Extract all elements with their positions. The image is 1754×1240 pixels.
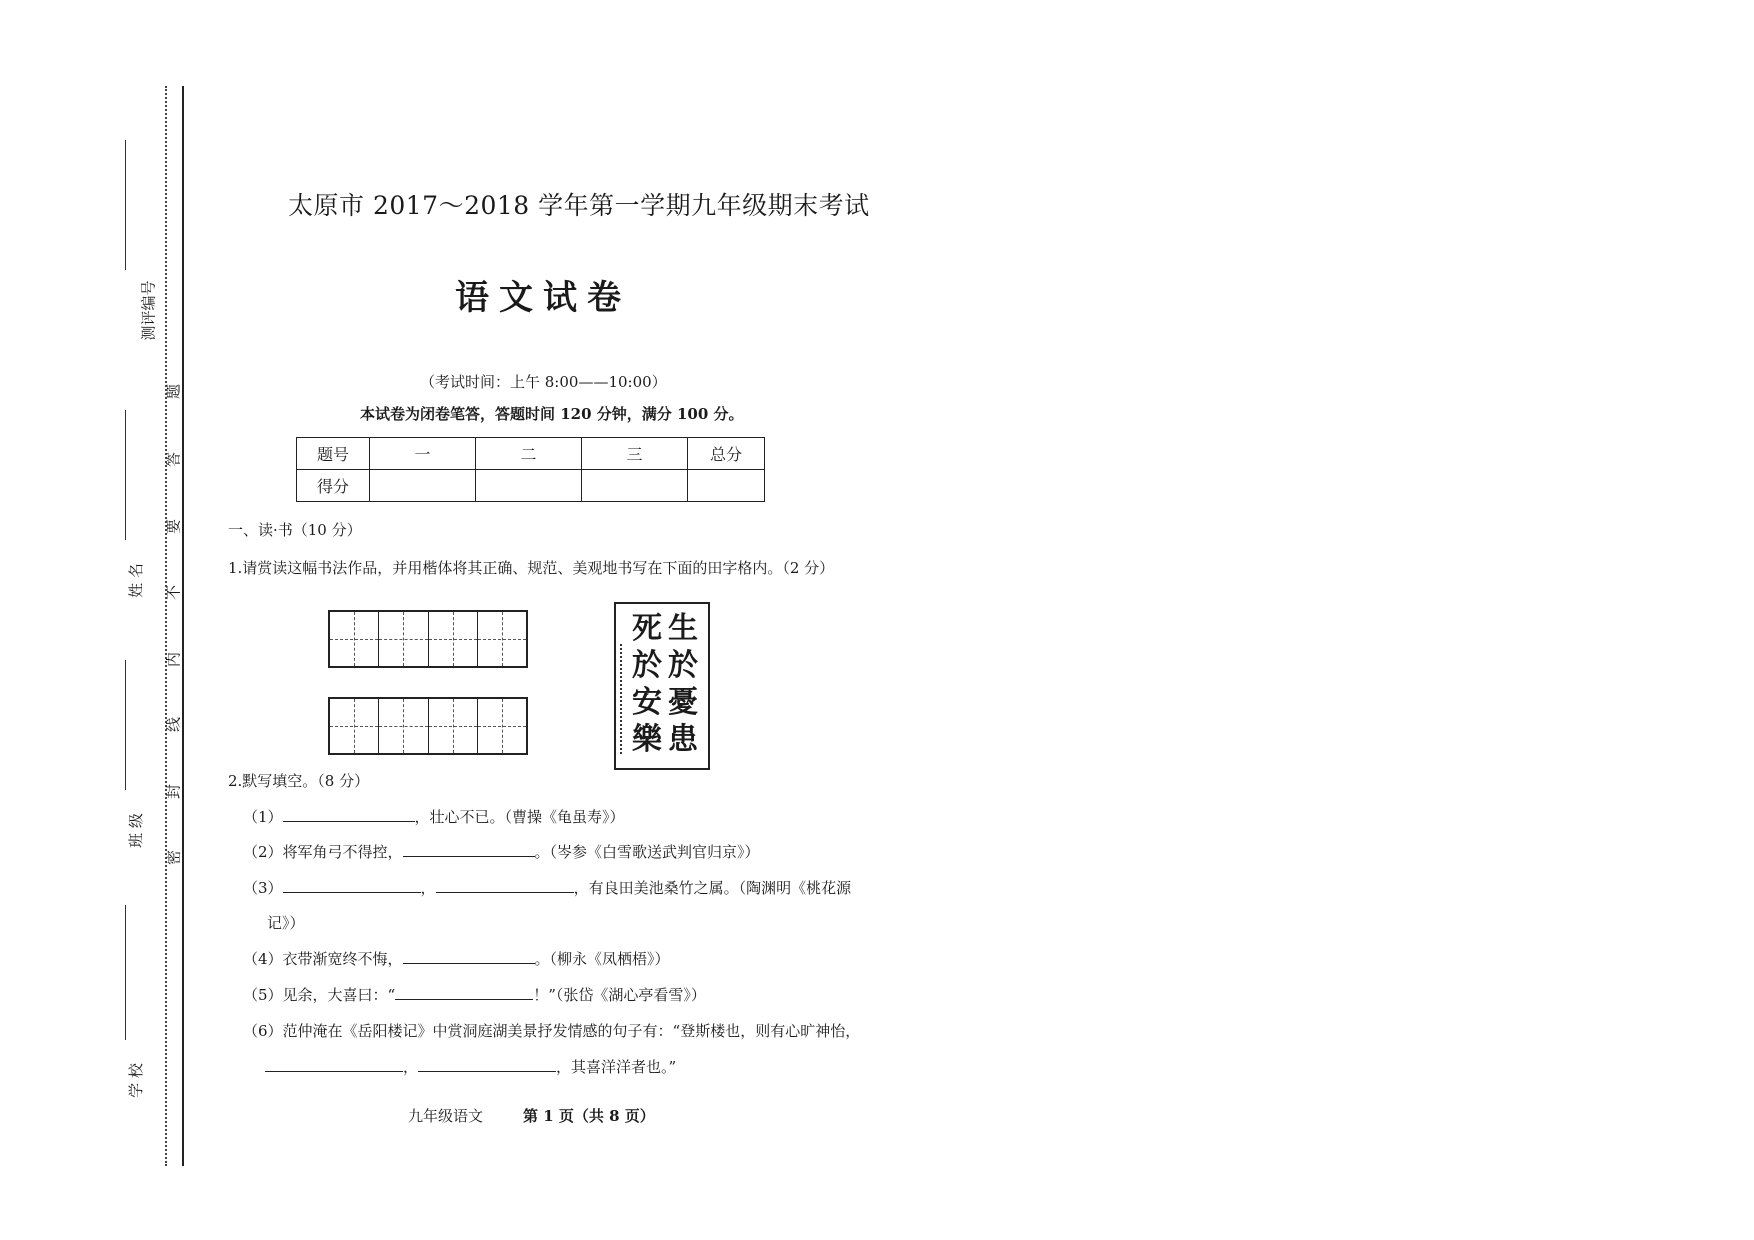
- item-text: 。（柳永《凤栖梧》）: [534, 950, 670, 968]
- item-text: ！”（张岱《湖心亭看雪》）: [533, 986, 706, 1004]
- calligraphy-char: 生: [668, 611, 698, 646]
- score-cell[interactable]: [582, 470, 688, 502]
- grid-cell[interactable]: [429, 612, 478, 666]
- class-field[interactable]: [110, 660, 145, 850]
- calligraphy-char: 樂: [632, 722, 662, 757]
- dictation-item-4: [243, 948, 670, 969]
- answer-blank[interactable]: [436, 878, 574, 893]
- dictation-item-5: [243, 984, 706, 1005]
- calligraphy-inscription: [620, 644, 630, 754]
- answer-blank[interactable]: [403, 842, 535, 857]
- item-text: ，其喜洋洋者也。”: [556, 1058, 677, 1076]
- answer-blank[interactable]: [403, 949, 535, 964]
- grid-cell[interactable]: [478, 699, 526, 753]
- footer-page-number: 第 1 页（共 8 页）: [523, 1107, 655, 1125]
- grid-cell[interactable]: [478, 612, 526, 666]
- answer-blank[interactable]: [418, 1057, 556, 1072]
- school-label: 学 校: [126, 1063, 145, 1098]
- grid-cell[interactable]: [379, 699, 428, 753]
- score-row-label: 得分: [297, 470, 370, 502]
- calligraphy-char: 於: [668, 648, 698, 683]
- answer-blank[interactable]: [283, 878, 421, 893]
- score-table: [296, 437, 765, 502]
- item-text: ，有良田美池桑竹之属。（陶渊明《桃花源: [573, 879, 852, 897]
- review-number-label: 测评编号: [139, 280, 158, 341]
- calligraphy-char: 於: [632, 648, 662, 683]
- dictation-item-2: [243, 841, 760, 862]
- calligraphy-char: 憂: [668, 685, 698, 720]
- seal-char: 题: [164, 384, 183, 400]
- page-footer: [408, 1105, 655, 1126]
- score-cell[interactable]: [688, 470, 765, 502]
- grid-cell[interactable]: [429, 699, 478, 753]
- seal-char: 要: [164, 519, 183, 535]
- calligraphy-column-left: [630, 610, 664, 758]
- grid-cell[interactable]: [379, 612, 428, 666]
- grid-cell[interactable]: [330, 699, 379, 753]
- calligraphy-column-right: [666, 610, 700, 758]
- review-number-field[interactable]: [110, 140, 158, 360]
- name-field[interactable]: [110, 410, 145, 610]
- dictation-item-6-cont: [265, 1056, 676, 1077]
- exam-time: （考试时间：上午 8:00——10:00）: [420, 373, 667, 391]
- dictation-item-1: [243, 806, 625, 827]
- seal-char: 答: [164, 452, 183, 468]
- score-cell[interactable]: [370, 470, 476, 502]
- calligraphy-char: 死: [632, 611, 662, 646]
- class-label: 班 级: [126, 813, 145, 848]
- item-text: （1）: [243, 808, 283, 826]
- score-table-score-row: [297, 470, 765, 502]
- score-table-header: 总分: [688, 438, 765, 470]
- paper-title: 语文试卷: [455, 278, 631, 318]
- score-table-header: 二: [476, 438, 582, 470]
- score-table-header: 题号: [297, 438, 370, 470]
- tianzige-grid-row-1[interactable]: [328, 610, 528, 668]
- seal-char: 密: [164, 850, 183, 866]
- score-table-header: 一: [370, 438, 476, 470]
- score-cell[interactable]: [476, 470, 582, 502]
- dictation-item-6: （6）范仲淹在《岳阳楼记》中赏洞庭湖美景抒发情感的句子有：“登斯楼也，则有心旷神怡，: [243, 1022, 861, 1040]
- seal-char: 线: [164, 717, 183, 733]
- tianzige-grid-row-2[interactable]: [328, 697, 528, 755]
- dictation-item-3: [243, 877, 851, 898]
- grid-cell[interactable]: [330, 612, 379, 666]
- binding-solid-line: [182, 86, 184, 1166]
- binding-dotted-line: [165, 86, 167, 1166]
- score-table-header: 三: [582, 438, 688, 470]
- seal-char: 封: [164, 784, 183, 800]
- exam-note: 本试卷为闭卷笔答，答题时间 120 分钟，满分 100 分。: [360, 405, 744, 423]
- calligraphy-char: 患: [668, 722, 698, 757]
- score-table-header-row: [297, 438, 765, 470]
- section-heading: 一、读·书（10 分）: [228, 521, 362, 539]
- calligraphy-artwork: [614, 602, 710, 770]
- answer-blank[interactable]: [283, 807, 415, 822]
- item-text: 。（岑参《白雪歌送武判官归京》）: [534, 843, 760, 861]
- exam-title: 太原市 2017～2018 学年第一学期九年级期末考试: [288, 191, 870, 220]
- item-text: （5）见余，大喜曰：“: [243, 986, 396, 1004]
- item-text: （3）: [243, 879, 283, 897]
- question-1: 1.请赏读这幅书法作品，并用楷体将其正确、规范、美观地书写在下面的田字格内。（2 分）: [228, 559, 835, 577]
- item-text: （2）将军角弓不得控，: [243, 843, 403, 861]
- school-field[interactable]: [110, 905, 145, 1098]
- dictation-item-3-cont: 记》）: [267, 914, 305, 932]
- footer-subject: 九年级语文: [408, 1107, 484, 1125]
- item-text: ，壮心不已。（曹操《龟虽寿》）: [414, 808, 625, 826]
- item-text: ，: [403, 1058, 419, 1076]
- answer-blank[interactable]: [265, 1057, 403, 1072]
- seal-char: 内: [164, 652, 183, 668]
- question-2: 2.默写填空。（8 分）: [228, 772, 370, 790]
- name-label: 姓 名: [126, 563, 145, 598]
- answer-blank[interactable]: [395, 985, 533, 1000]
- item-text: （4）衣带渐宽终不悔，: [243, 950, 403, 968]
- item-text: ，: [420, 879, 436, 897]
- calligraphy-char: 安: [632, 685, 662, 720]
- seal-char: 不: [164, 585, 183, 601]
